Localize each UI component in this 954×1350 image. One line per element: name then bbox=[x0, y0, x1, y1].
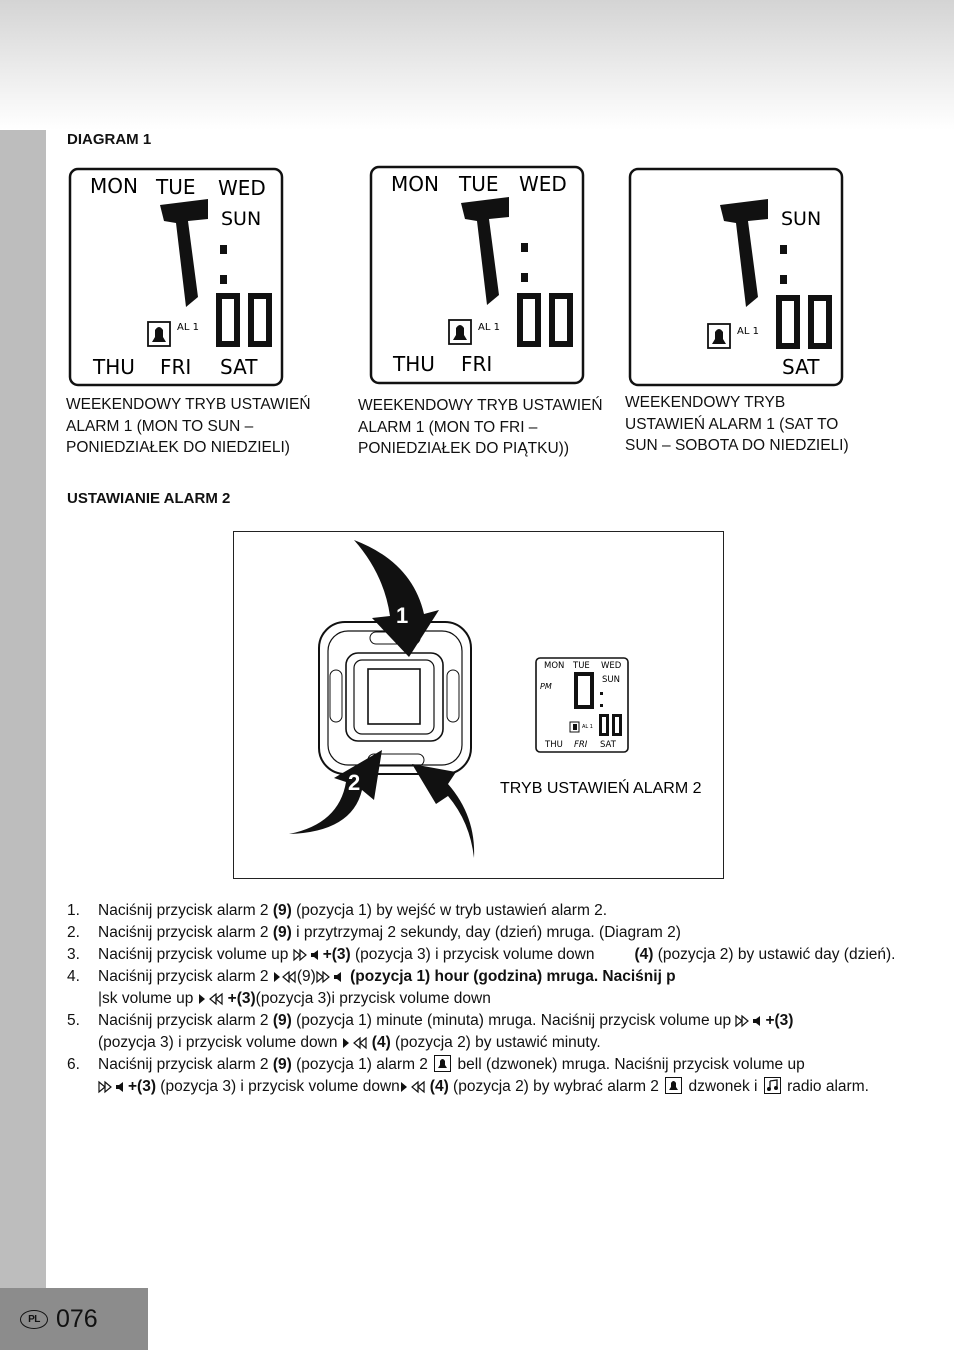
lcd-display-3 bbox=[628, 167, 846, 389]
lcd-display-1 bbox=[68, 167, 286, 389]
alarm-label: AL 1 bbox=[177, 322, 199, 333]
volume-down-icon bbox=[342, 1036, 372, 1050]
alarm2-diagram bbox=[233, 531, 724, 879]
day-label: MON bbox=[90, 174, 138, 198]
volume-down-icon bbox=[273, 970, 297, 984]
volume-down-icon bbox=[400, 1080, 430, 1094]
day-label: FRI bbox=[160, 355, 192, 379]
music-note-icon bbox=[764, 1077, 781, 1094]
small-lcd-display bbox=[536, 658, 628, 752]
page-number: 076 bbox=[56, 1304, 98, 1333]
diagram1-heading: DIAGRAM 1 bbox=[67, 131, 152, 148]
alarm-label: AL 1 bbox=[478, 322, 500, 333]
colon-dot bbox=[220, 245, 227, 254]
colon-dot bbox=[521, 273, 528, 282]
list-item: 1. Naciśnij przycisk alarm 2 (9) (pozycja 1) by wejść w tryb ustawień alarm 2. bbox=[67, 902, 608, 919]
callout-number: 2 bbox=[348, 770, 361, 795]
page-number-tab bbox=[0, 1288, 148, 1350]
svg-text:SUN: SUN bbox=[602, 675, 620, 685]
day-label: THU bbox=[393, 352, 435, 376]
day-label: FRI bbox=[461, 352, 493, 376]
day-label: SAT bbox=[782, 355, 820, 379]
list-item: 5. Naciśnij przycisk alarm 2 (9) (pozycja 1) minute (minuta) mruga. Naciśnij przycisk volume up +(3) (pozycja 3) i przycisk volume down (4) (pozycja 2) by ustawić minuty. bbox=[67, 1012, 794, 1051]
svg-text:TUE: TUE bbox=[573, 661, 590, 671]
header-gradient bbox=[0, 0, 954, 130]
side-bar bbox=[0, 130, 46, 1350]
bell-icon bbox=[434, 1055, 451, 1072]
device-screen bbox=[368, 669, 420, 724]
device-illustration bbox=[234, 532, 723, 878]
svg-text:WED: WED bbox=[601, 661, 622, 671]
alarm-label: AL 1 bbox=[737, 326, 759, 337]
callout-number: 1 bbox=[396, 603, 409, 628]
svg-text:MON: MON bbox=[544, 661, 565, 671]
list-item: 3. Naciśnij przycisk volume up +(3) (pozycja 3) i przycisk volume down (4) (pozycja 2) by ustawić day (dzień). bbox=[67, 946, 896, 963]
list-item: 4. Naciśnij przycisk alarm 2 (9) (pozycja 1) hour (godzina) mruga. Naciśnij p |sk volume up +(3)(pozycja 3)i przycisk volume down bbox=[67, 968, 676, 1007]
language-badge: PL bbox=[20, 1310, 48, 1329]
volume-up-icon bbox=[98, 1080, 128, 1094]
caption-2: WEEKENDOWY TRYB USTAWIEŃ ALARM 1 (MON TO FRI – PONIEDZIAŁEK DO PIĄTKU)) bbox=[358, 397, 603, 457]
colon-dot bbox=[780, 275, 787, 284]
svg-text:FRI: FRI bbox=[574, 740, 588, 750]
list-item: 2. Naciśnij przycisk alarm 2 (9) i przytrzymaj 2 sekundy, day (dzień) mruga. (Diagram 2) bbox=[67, 924, 681, 941]
instruction-steps bbox=[67, 900, 897, 1098]
day-label: TUE bbox=[459, 172, 499, 196]
volume-up-icon bbox=[293, 948, 323, 962]
volume-up-icon bbox=[316, 970, 346, 984]
day-label: WED bbox=[519, 172, 567, 196]
volume-down-icon bbox=[198, 992, 228, 1006]
day-label: MON bbox=[391, 172, 439, 196]
day-label: TUE bbox=[156, 175, 196, 199]
day-label: THU bbox=[93, 355, 135, 379]
svg-text:THU: THU bbox=[545, 740, 563, 750]
svg-text:PM: PM bbox=[540, 682, 552, 691]
day-label: WED bbox=[218, 176, 266, 200]
bell-icon bbox=[665, 1077, 682, 1094]
volume-up-icon bbox=[735, 1014, 765, 1028]
svg-text:AL 1: AL 1 bbox=[582, 724, 593, 730]
caption-3: WEEKENDOWY TRYB USTAWIEŃ ALARM 1 (SAT TO SUN – SOBOTA DO NIEDZIELI) bbox=[625, 394, 849, 454]
callout-number: 3 bbox=[412, 776, 425, 801]
caption-1: WEEKENDOWY TRYB USTAWIEŃ ALARM 1 (MON TO SUN – PONIEDZIAŁEK DO NIEDZIELI) bbox=[66, 396, 311, 456]
sun-label: SUN bbox=[221, 208, 262, 230]
mode-label: TRYB USTAWIEŃ ALARM 2 bbox=[500, 780, 702, 797]
lcd-display-2 bbox=[369, 165, 587, 387]
colon-dot bbox=[521, 243, 528, 252]
colon-dot bbox=[220, 275, 227, 284]
day-label: SAT bbox=[220, 355, 258, 379]
list-item: 6. Naciśnij przycisk alarm 2 (9) (pozycja 1) alarm 2 bell (dzwonek) mruga. Naciśnij przycisk volume up +(3) (pozycja 3) i przycisk volume down (4) (pozycja 2) by wybrać alarm 2 dzwonek i radio alarm. bbox=[67, 1056, 869, 1095]
svg-text:SAT: SAT bbox=[600, 740, 616, 750]
alarm2-heading: USTAWIANIE ALARM 2 bbox=[67, 490, 231, 507]
colon-dot bbox=[780, 245, 787, 254]
sun-label: SUN bbox=[781, 208, 822, 230]
